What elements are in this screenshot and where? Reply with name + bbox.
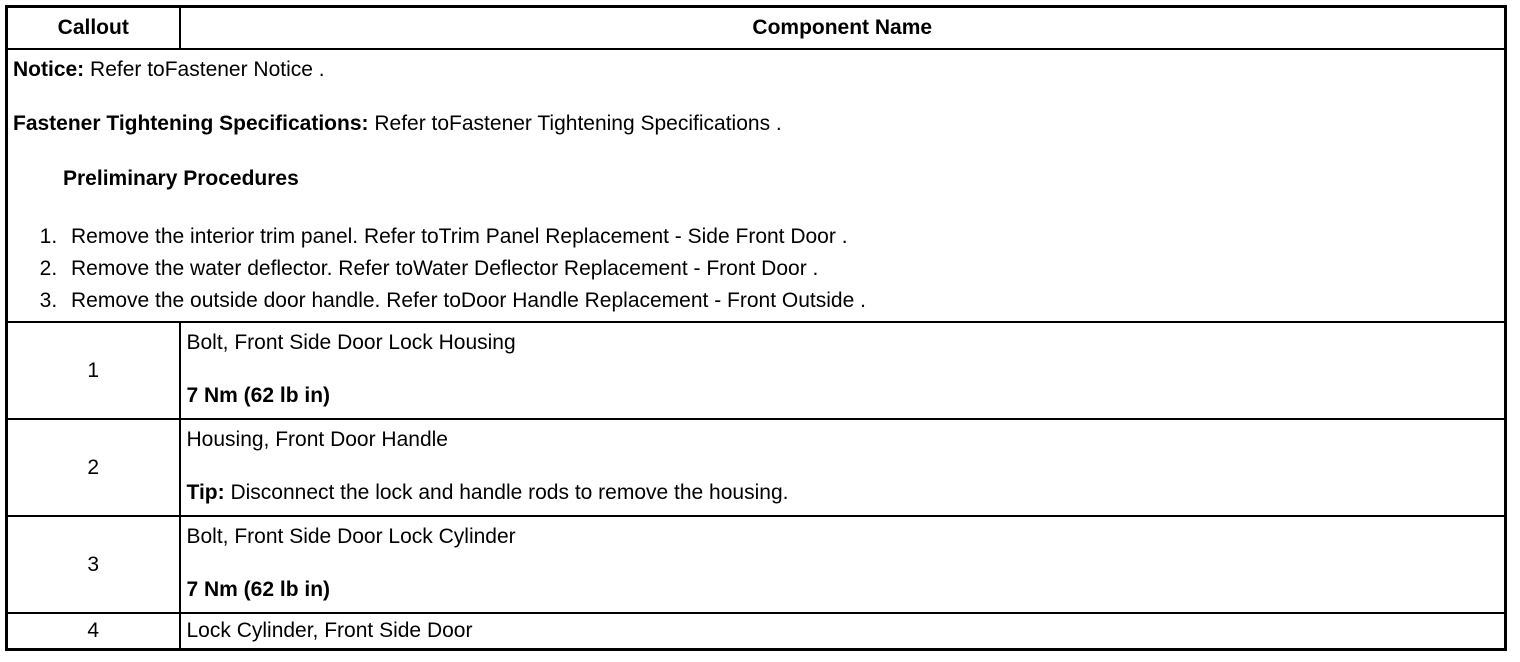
table-header-row (7, 7, 1506, 50)
notice-label: Notice: (13, 58, 85, 81)
table-row (7, 516, 1506, 613)
component-name: Lock Cylinder, Front Side Door (186, 619, 473, 643)
component-table-wrapper (5, 5, 1507, 651)
notice-cell (7, 49, 1506, 322)
component-cell (180, 516, 1506, 613)
component-cell (180, 613, 1506, 649)
torque-spec: 7 Nm (62 lb in) (186, 578, 331, 602)
component-cell (180, 419, 1506, 516)
notice-text: Refer toFastener Notice . (84, 58, 325, 81)
component-name-column-header: Component Name (180, 7, 1506, 50)
torque-spec: 7 Nm (62 lb in) (186, 384, 331, 408)
preliminary-procedures-title: Preliminary Procedures (63, 166, 299, 190)
callout-number: 4 (7, 613, 180, 649)
callout-number: 3 (7, 516, 180, 613)
tightening-spec-label: Fastener Tightening Specifications: (13, 112, 369, 136)
table-row (7, 613, 1506, 649)
tightening-spec-paragraph (13, 110, 1500, 138)
tip-text: Disconnect the lock and handle rods to remove the housing. (224, 481, 789, 505)
list-item: 3. Remove the outside door handle. Refer toDoor Handle Replacement - Front Outside . (63, 285, 1500, 317)
list-item: 2. Remove the water deflector. Refer toWater Deflector Replacement - Front Door . (63, 253, 1500, 285)
notice-row (7, 49, 1506, 322)
callout-column-header: Callout (7, 7, 180, 50)
list-item: 1. Remove the interior trim panel. Refer toTrim Panel Replacement - Side Front Door . (63, 221, 1500, 253)
component-name: Bolt, Front Side Door Lock Cylinder (186, 525, 516, 549)
component-name: Housing, Front Door Handle (186, 428, 448, 452)
tightening-spec-text: Refer toFastener Tightening Specifications . (368, 112, 782, 136)
component-table (5, 5, 1507, 651)
tip-paragraph (187, 479, 1499, 506)
preliminary-steps-list (13, 221, 1500, 317)
tip-label: Tip: (186, 481, 225, 505)
table-row (7, 322, 1506, 419)
callout-number: 2 (7, 419, 180, 516)
callout-number: 1 (7, 322, 180, 419)
table-row (7, 419, 1506, 516)
component-name: Bolt, Front Side Door Lock Housing (186, 331, 516, 355)
component-cell (180, 322, 1506, 419)
notice-paragraph (13, 56, 1500, 84)
